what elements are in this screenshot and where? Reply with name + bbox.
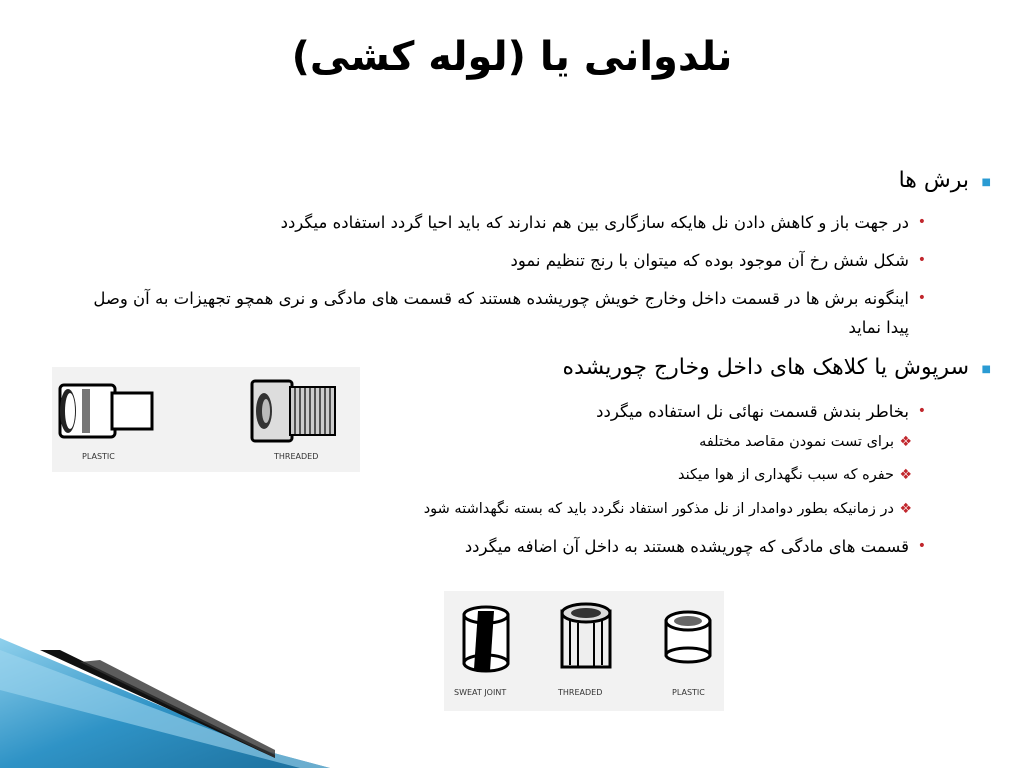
dot-bullet-icon: • [917, 214, 926, 230]
section-heading-text: برش ها [898, 168, 969, 193]
coupling-figure [52, 367, 360, 472]
list-item: • بخاطر بندش قسمت نهائی نل استفاده میگردد [596, 397, 909, 426]
figure-label: THREADED [558, 688, 603, 697]
section-heading-cuts [898, 168, 991, 193]
sub-list-item: ❖ برای تست نمودن مقاصد مختلفه [699, 434, 912, 450]
dot-bullet-icon: • [917, 252, 926, 268]
slide-title: نلدوانی یا (لوله کشی) [291, 34, 733, 80]
dot-bullet-icon: • [917, 290, 926, 306]
square-bullet-icon: ■ [981, 364, 991, 375]
figure-label: PLASTIC [672, 688, 705, 697]
threaded-cap-illustration [562, 604, 610, 667]
figure-label: SWEAT JOINT [454, 688, 507, 697]
section-heading-caps [562, 355, 991, 380]
figure-label: THREADED [274, 452, 319, 461]
threaded-coupling-illustration [252, 381, 335, 441]
square-bullet-icon: ■ [981, 177, 991, 188]
list-item: • در جهت باز و کاهش دادن نل هایکه سازگاری بین هم ندارند که باید احیا گردد استفاده میگردد [281, 208, 909, 237]
list-item: • اینگونه برش ها در قسمت داخل وخارج خویش چوریشده هستند که قسمت های مادگی و نری همچو تجهیزات به آن وصل پیدا نماید [79, 284, 909, 342]
diamond-bullet-icon: ❖ [899, 467, 912, 483]
dot-bullet-icon: • [917, 538, 926, 554]
diamond-bullet-icon: ❖ [899, 434, 912, 450]
plastic-cap-illustration [666, 612, 710, 662]
section-heading-text: سرپوش یا کلاهک های داخل وخارج چوریشده [562, 355, 969, 380]
list-item: • قسمت های مادگی که چوریشده هستند به داخل آن اضافه میگردد [465, 532, 909, 561]
list-item: • شکل شش رخ آن موجود بوده که میتوان با رنج تنظیم نمود [511, 246, 909, 275]
sub-list-item: ❖ حفره که سبب نگهداری از هوا میکند [677, 467, 912, 483]
dot-bullet-icon: • [917, 403, 926, 419]
sub-list-item: ❖ در زمانیکه بطور دوامدار از نل مذکور استفاد نگردد باید که بسته نگهداشته شود [423, 501, 912, 517]
diamond-bullet-icon: ❖ [899, 501, 912, 517]
plastic-coupling-illustration [60, 385, 152, 437]
sweat-joint-cap-illustration [464, 607, 508, 671]
caps-figure [444, 591, 724, 711]
figure-label: PLASTIC [82, 452, 115, 461]
